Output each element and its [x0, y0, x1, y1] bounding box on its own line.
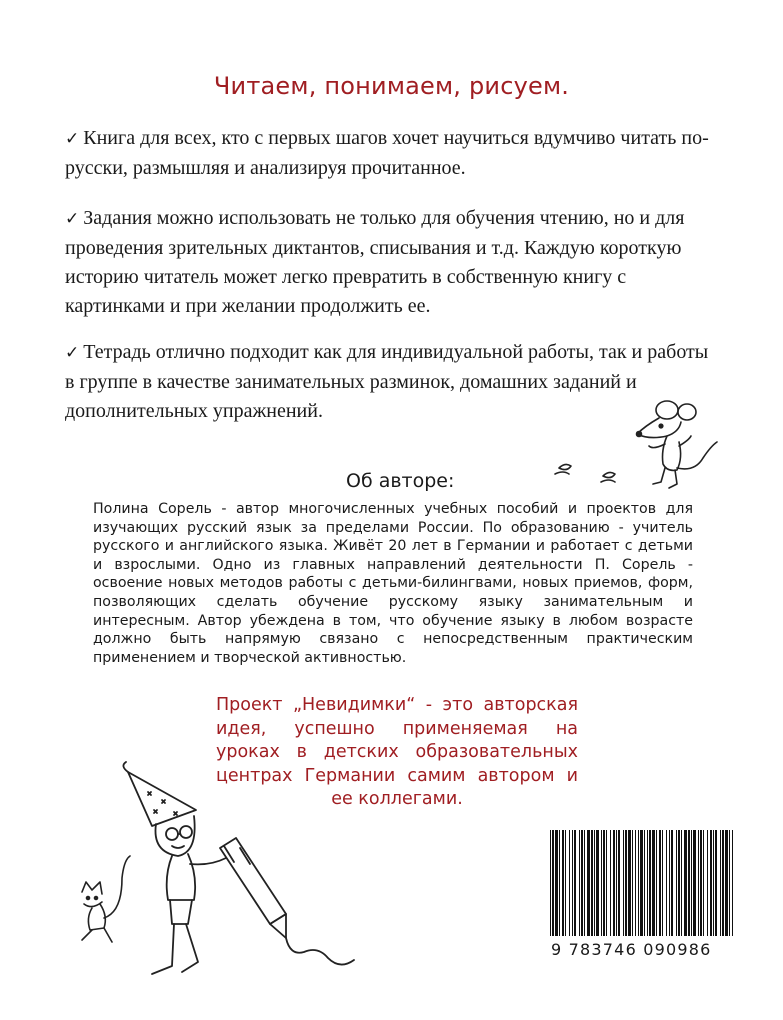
barcode-bar: [603, 830, 605, 936]
check-mark-icon: ✓: [65, 129, 80, 149]
barcode-bar: [562, 830, 564, 936]
barcode-bar: [710, 830, 712, 936]
barcode-bar: [681, 830, 682, 936]
boy-with-pencil-illustration: [60, 748, 390, 1010]
description-paragraph-1: [65, 124, 720, 183]
barcode-bar: [635, 830, 636, 936]
barcode-bar: [722, 830, 724, 936]
check-mark-icon: ✓: [65, 343, 80, 363]
barcode-bar: [618, 830, 620, 936]
barcode-bar: [703, 830, 704, 936]
barcode-bar: [616, 830, 617, 936]
paragraph-text: Книга для всех, кто с первых шагов хочет научиться вдумчиво читать по-русски, размышляя и анализируя прочитанное.: [65, 127, 709, 179]
barcode-bar: [688, 830, 690, 936]
barcode-bar: [559, 830, 560, 936]
barcode-bar: [628, 830, 631, 936]
barcode-bar: [610, 830, 611, 936]
barcode-bar: [601, 830, 602, 936]
barcode-bar: [581, 830, 583, 936]
check-mark-icon: ✓: [65, 209, 80, 229]
barcode-bar: [678, 830, 680, 936]
barcode-bar: [707, 830, 708, 936]
barcode-bar: [729, 830, 730, 936]
barcode-bar: [715, 830, 717, 936]
barcode-bar: [623, 830, 624, 936]
barcode-bar: [700, 830, 702, 936]
barcode-bar: [625, 830, 627, 936]
paragraph-text: Задания можно использовать не только для обучения чтению, но и для проведения зрительных диктантов, списывания и т.д. Каждую короткую историю читатель может легко превратить в собственную книгу с картинками и при желании продолжить ее.: [65, 207, 685, 317]
barcode-bar: [656, 830, 657, 936]
barcode-bar: [693, 830, 696, 936]
paragraph-text: Тетрадь отлично подходит как для индивидуальной работы, так и работы в группе в качестве занимательных разминок, домашних заданий и дополнительных упражнений.: [65, 341, 709, 422]
barcode-bar: [569, 830, 570, 936]
barcode-bar: [652, 830, 655, 936]
barcode-bar: [596, 830, 599, 936]
barcode-bar: [550, 830, 551, 936]
barcode-bar: [640, 830, 643, 936]
barcode-bar: [684, 830, 687, 936]
about-author-text: Полина Сорель - автор многочисленных учебных пособий и проектов для изучающих русский язык за пределами России. По образованию - учитель русского и английского языка. Живёт 20 лет в Германии и работает с детьми и взрослыми. Одно из главных направлений деятельности П. Сорель - освоение новых методов работы с детьми-билингвами, новых приемов, форм, позволяющих сделать обучение русскому языку занимательным и интересным. Автор убеждена в том, что обучение языку в любом возрасте должно быть напрямую связано с непосредственным практическим применением и творческой активностью.: [93, 501, 693, 666]
barcode-bar: [676, 830, 677, 936]
barcode-bar: [555, 830, 558, 936]
barcode-bar: [662, 830, 663, 936]
barcode-bar: [632, 830, 633, 936]
barcode-bar: [698, 830, 699, 936]
mouse-illustration: [545, 398, 725, 498]
barcode-bar: [552, 830, 554, 936]
barcode-bar: [644, 830, 645, 936]
barcode-bar: [613, 830, 615, 936]
barcode-bar: [659, 830, 661, 936]
page-title: Читаем, понимаем, рисуем.: [213, 72, 570, 100]
barcode-bar: [713, 830, 714, 936]
about-author-heading: Об авторе:: [346, 470, 455, 492]
barcode-bar: [574, 830, 576, 936]
project-note: Проект „Невидимки“ - это авторская идея, успешно применяемая на уроках в детских образовательных центрах Германии самим автором и ее коллегами.: [216, 695, 578, 809]
barcode-bar: [606, 830, 607, 936]
barcode-bar: [572, 830, 573, 936]
barcode-bar: [594, 830, 595, 936]
barcode-bar: [638, 830, 639, 936]
barcode-bar: [587, 830, 590, 936]
barcode-bar: [649, 830, 651, 936]
barcode-bar: [732, 830, 733, 936]
barcode-bar: [584, 830, 585, 936]
barcode-bar: [565, 830, 566, 936]
barcode-bar: [647, 830, 648, 936]
isbn-number: 9 783746 090986: [551, 940, 741, 959]
barcode-bar: [691, 830, 692, 936]
barcode-bar: [720, 830, 721, 936]
barcode-bar: [669, 830, 670, 936]
barcode-bar: [579, 830, 580, 936]
barcode-bar: [725, 830, 728, 936]
barcode-bar: [591, 830, 593, 936]
barcode-bar: [666, 830, 667, 936]
barcode-bar: [671, 830, 673, 936]
description-paragraph-2: [65, 204, 720, 321]
